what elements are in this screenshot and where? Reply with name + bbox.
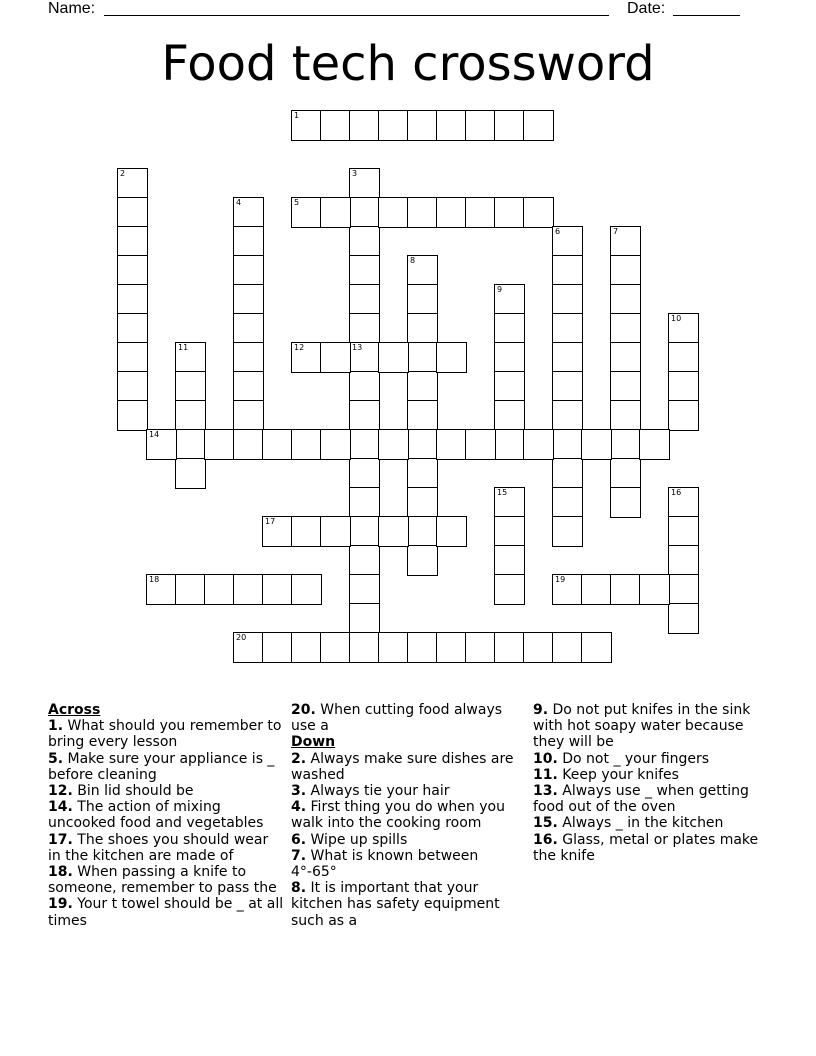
clue-item	[48, 896, 284, 928]
grid-cell[interactable]	[407, 487, 438, 518]
clue-number: 1	[294, 111, 300, 120]
name-label: Name:	[48, 0, 96, 17]
grid-cell[interactable]	[494, 342, 525, 373]
grid-cell[interactable]	[494, 545, 525, 576]
grid-cell[interactable]	[436, 429, 467, 460]
grid-cell[interactable]	[117, 371, 148, 402]
clue-item-number: 18.	[48, 864, 73, 881]
grid-cell[interactable]	[610, 342, 641, 373]
grid-cell[interactable]	[349, 371, 380, 402]
grid-cell[interactable]	[349, 516, 380, 547]
clue-number: 15	[497, 488, 508, 497]
grid-cell[interactable]	[581, 574, 612, 605]
grid-cell[interactable]	[233, 226, 264, 257]
clue-number: 6	[555, 227, 561, 236]
page-title: Food tech crossword	[161, 36, 655, 92]
grid-cell[interactable]	[233, 632, 264, 663]
grid-cell[interactable]	[291, 197, 322, 228]
clue-item-text: Always use _ when getting food out of the oven	[533, 783, 749, 816]
grid-cell[interactable]	[523, 197, 554, 228]
grid-cell[interactable]	[175, 574, 206, 605]
clue-number: 12	[294, 343, 305, 352]
date-label: Date:	[627, 0, 666, 17]
grid-cell[interactable]	[552, 255, 583, 286]
clue-item-text: When cutting food always use a	[291, 702, 503, 735]
clue-number: 19	[555, 575, 566, 584]
grid-cell[interactable]	[610, 429, 641, 460]
clue-item-number: 13.	[533, 783, 558, 800]
clues-column-2	[291, 702, 523, 929]
grid-cell[interactable]	[233, 284, 264, 315]
clue-number: 8	[410, 256, 416, 265]
grid-cell[interactable]	[610, 487, 641, 518]
clue-item-text: The shoes you should wear in the kitchen are made of	[48, 831, 269, 864]
clue-number: 9	[497, 285, 503, 294]
clue-item-number: 10.	[533, 750, 558, 767]
grid-cell[interactable]	[233, 313, 264, 344]
clue-item-number: 9.	[533, 702, 549, 718]
grid-cell[interactable]	[610, 371, 641, 402]
grid-cell[interactable]	[262, 574, 293, 605]
grid-cell[interactable]	[407, 632, 438, 663]
grid-cell[interactable]	[117, 255, 148, 286]
grid-cell[interactable]	[320, 110, 351, 141]
clue-item	[291, 799, 523, 831]
grid-cell[interactable]	[552, 632, 583, 663]
grid-cell[interactable]	[668, 313, 699, 344]
grid-cell[interactable]	[465, 197, 496, 228]
clue-item	[291, 751, 523, 783]
grid-cell[interactable]	[581, 429, 612, 460]
grid-cell[interactable]	[349, 603, 380, 634]
clue-item-text: Do not put knifes in the sink with hot soapy water because they will be	[533, 702, 751, 751]
grid-cell[interactable]	[291, 574, 322, 605]
clue-item-text: Wipe up spills	[310, 831, 408, 848]
grid-cell[interactable]	[668, 371, 699, 402]
clue-number: 17	[265, 517, 276, 526]
grid-cell[interactable]	[552, 574, 583, 605]
clue-item	[48, 718, 284, 750]
grid-cell[interactable]	[407, 342, 438, 373]
name-field[interactable]	[104, 15, 609, 16]
clue-item-text: It is important that your kitchen has safety equipment such as a	[291, 880, 500, 929]
grid-cell[interactable]	[349, 284, 380, 315]
grid-cell[interactable]	[494, 516, 525, 547]
grid-cell[interactable]	[320, 342, 351, 373]
grid-cell[interactable]	[378, 197, 409, 228]
grid-cell[interactable]	[668, 400, 699, 431]
grid-cell[interactable]	[407, 458, 438, 489]
grid-cell[interactable]	[320, 632, 351, 663]
grid-cell[interactable]	[494, 487, 525, 518]
grid-cell[interactable]	[407, 400, 438, 431]
grid-cell[interactable]	[320, 429, 351, 460]
grid-cell[interactable]	[378, 632, 409, 663]
grid-cell[interactable]	[349, 226, 380, 257]
grid-cell[interactable]	[349, 574, 380, 605]
grid-cell[interactable]	[233, 342, 264, 373]
grid-cell[interactable]	[320, 516, 351, 547]
grid-cell[interactable]	[407, 545, 438, 576]
clue-item-number: 20.	[291, 702, 316, 718]
clue-item-number: 2.	[291, 750, 307, 767]
grid-cell[interactable]	[552, 226, 583, 257]
grid-cell[interactable]	[407, 255, 438, 286]
clue-item	[533, 815, 769, 831]
clue-item-number: 19.	[48, 896, 73, 913]
grid-cell[interactable]	[349, 458, 380, 489]
grid-cell[interactable]	[610, 574, 641, 605]
grid-cell[interactable]	[349, 400, 380, 431]
grid-cell[interactable]	[117, 168, 148, 199]
grid-cell[interactable]	[204, 429, 235, 460]
grid-cell[interactable]	[349, 255, 380, 286]
grid-cell[interactable]	[175, 342, 206, 373]
clue-item	[48, 751, 284, 783]
grid-cell[interactable]	[552, 516, 583, 547]
clue-number: 13	[352, 343, 363, 352]
clue-item	[291, 702, 523, 734]
grid-cell[interactable]	[407, 313, 438, 344]
clue-item-text: Always make sure dishes are washed	[291, 750, 514, 783]
grid-cell[interactable]	[175, 429, 206, 460]
clue-item-text: Do not _ your fingers	[562, 750, 710, 767]
clue-item-number: 6.	[291, 831, 307, 848]
grid-cell[interactable]	[610, 458, 641, 489]
clue-item-text: Your t towel should be _ at all times	[48, 896, 284, 929]
clue-item-number: 1.	[48, 718, 64, 735]
grid-cell[interactable]	[117, 400, 148, 431]
grid-cell[interactable]	[291, 516, 322, 547]
across-heading: Across	[48, 702, 101, 718]
clue-number: 20	[236, 633, 247, 642]
clue-number: 14	[149, 430, 160, 439]
grid-cell[interactable]	[494, 313, 525, 344]
grid-cell[interactable]	[291, 429, 322, 460]
grid-cell[interactable]	[523, 632, 554, 663]
clue-item	[533, 832, 769, 864]
grid-cell[interactable]	[117, 197, 148, 228]
grid-cell[interactable]	[465, 632, 496, 663]
grid-cell[interactable]	[233, 400, 264, 431]
clue-number: 7	[613, 227, 619, 236]
clue-item-number: 8.	[291, 880, 307, 897]
grid-cell[interactable]	[233, 197, 264, 228]
grid-cell[interactable]	[639, 429, 670, 460]
grid-cell[interactable]	[407, 110, 438, 141]
grid-cell[interactable]	[204, 574, 235, 605]
grid-cell[interactable]	[610, 226, 641, 257]
clue-item-number: 16.	[533, 831, 558, 848]
grid-cell[interactable]	[233, 371, 264, 402]
grid-cell[interactable]	[349, 110, 380, 141]
grid-cell[interactable]	[146, 429, 177, 460]
grid-cell[interactable]	[494, 110, 525, 141]
grid-cell[interactable]	[494, 371, 525, 402]
grid-cell[interactable]	[407, 371, 438, 402]
clue-item	[533, 702, 769, 751]
grid-cell[interactable]	[494, 400, 525, 431]
clue-item	[291, 783, 523, 799]
grid-cell[interactable]	[494, 197, 525, 228]
down-heading: Down	[291, 734, 336, 751]
grid-cell[interactable]	[117, 284, 148, 315]
grid-cell[interactable]	[117, 342, 148, 373]
grid-cell[interactable]	[552, 342, 583, 373]
grid-cell[interactable]	[436, 632, 467, 663]
grid-cell[interactable]	[668, 516, 699, 547]
clue-item	[291, 848, 523, 880]
grid-cell[interactable]	[494, 429, 525, 460]
grid-cell[interactable]	[407, 284, 438, 315]
grid-cell[interactable]	[436, 516, 467, 547]
clue-item-text: Glass, metal or plates make the knife	[533, 831, 759, 864]
clue-item-number: 5.	[48, 750, 64, 767]
grid-cell[interactable]	[668, 545, 699, 576]
grid-cell[interactable]	[291, 632, 322, 663]
clue-item-text: Make sure your appliance is _ before cleaning	[48, 750, 275, 783]
grid-cell[interactable]	[465, 429, 496, 460]
grid-cell[interactable]	[436, 197, 467, 228]
grid-cell[interactable]	[552, 371, 583, 402]
grid-cell[interactable]	[552, 458, 583, 489]
grid-cell[interactable]	[349, 487, 380, 518]
grid-cell[interactable]	[465, 110, 496, 141]
clue-item-text: Always _ in the kitchen	[562, 815, 724, 832]
grid-cell[interactable]	[494, 574, 525, 605]
grid-cell[interactable]	[552, 400, 583, 431]
clue-item-number: 15.	[533, 815, 558, 832]
grid-cell[interactable]	[349, 342, 380, 373]
grid-cell[interactable]	[262, 632, 293, 663]
clue-number: 18	[149, 575, 160, 584]
clues-column-3	[533, 702, 769, 864]
grid-cell[interactable]	[378, 110, 409, 141]
grid-cell[interactable]	[552, 487, 583, 518]
grid-cell[interactable]	[668, 574, 699, 605]
clue-number: 16	[671, 488, 682, 497]
grid-cell[interactable]	[262, 516, 293, 547]
clue-number: 2	[120, 169, 126, 178]
grid-cell[interactable]	[233, 429, 264, 460]
grid-cell[interactable]	[523, 429, 554, 460]
clue-item	[533, 783, 769, 815]
clue-item-text: Bin lid should be	[77, 783, 194, 800]
grid-cell[interactable]	[523, 110, 554, 141]
clue-item	[48, 799, 284, 831]
clue-item-text: The action of mixing uncooked food and vegetables	[48, 799, 264, 832]
grid-cell[interactable]	[668, 603, 699, 634]
grid-cell[interactable]	[291, 110, 322, 141]
grid-cell[interactable]	[552, 284, 583, 315]
grid-cell[interactable]	[581, 632, 612, 663]
grid-cell[interactable]	[349, 545, 380, 576]
clue-item	[48, 832, 284, 864]
grid-cell[interactable]	[233, 574, 264, 605]
clue-number: 11	[178, 343, 189, 352]
clue-item-text: When passing a knife to someone, remember to pass the	[48, 864, 277, 897]
clue-item-number: 14.	[48, 799, 73, 816]
clue-number: 3	[352, 169, 358, 178]
grid-cell[interactable]	[349, 168, 380, 199]
grid-cell[interactable]	[610, 400, 641, 431]
grid-cell[interactable]	[175, 371, 206, 402]
grid-cell[interactable]	[552, 313, 583, 344]
grid-cell[interactable]	[668, 487, 699, 518]
grid-cell[interactable]	[262, 429, 293, 460]
clues-column-1	[48, 702, 284, 929]
grid-cell[interactable]	[668, 342, 699, 373]
grid-cell[interactable]	[639, 574, 670, 605]
grid-cell[interactable]	[407, 516, 438, 547]
grid-cell[interactable]	[117, 313, 148, 344]
grid-cell[interactable]	[610, 284, 641, 315]
header	[0, 0, 816, 22]
clue-number: 10	[671, 314, 682, 323]
grid-cell[interactable]	[407, 429, 438, 460]
clue-number: 4	[236, 198, 242, 207]
clue-item-text: Keep your knifes	[562, 766, 679, 783]
grid-cell[interactable]	[320, 197, 351, 228]
date-field[interactable]	[673, 15, 740, 16]
clue-item-number: 4.	[291, 799, 307, 816]
grid-cell[interactable]	[378, 516, 409, 547]
clue-item-number: 11.	[533, 766, 558, 783]
clue-item	[291, 880, 523, 929]
clue-item-text: What is known between 4°-65°	[291, 847, 479, 881]
clue-item-number: 17.	[48, 831, 73, 848]
grid-cell[interactable]	[291, 342, 322, 373]
clue-item-text: What should you remember to bring every lesson	[48, 718, 282, 751]
grid-cell[interactable]	[436, 342, 467, 373]
grid-cell[interactable]	[494, 632, 525, 663]
clue-item-text: First thing you do when you walk into the cooking room	[291, 799, 505, 832]
grid-cell[interactable]	[349, 313, 380, 344]
grid-cell[interactable]	[378, 429, 409, 460]
grid-cell[interactable]	[436, 110, 467, 141]
grid-cell[interactable]	[117, 226, 148, 257]
clue-number: 5	[294, 198, 300, 207]
clue-item-number: 12.	[48, 783, 73, 800]
clue-item-number: 3.	[291, 783, 307, 800]
grid-cell[interactable]	[378, 342, 409, 373]
grid-cell[interactable]	[407, 197, 438, 228]
grid-cell[interactable]	[610, 255, 641, 286]
clue-item-number: 7.	[291, 847, 307, 864]
grid-cell[interactable]	[349, 197, 380, 228]
grid-cell[interactable]	[175, 400, 206, 431]
grid-cell[interactable]	[146, 574, 177, 605]
grid-cell[interactable]	[494, 284, 525, 315]
clue-item	[291, 832, 523, 848]
grid-cell[interactable]	[233, 255, 264, 286]
clue-item	[48, 864, 284, 896]
clue-item	[48, 783, 284, 799]
grid-cell[interactable]	[175, 458, 206, 489]
grid-cell[interactable]	[349, 429, 380, 460]
grid-cell[interactable]	[349, 632, 380, 663]
grid-cell[interactable]	[610, 313, 641, 344]
clue-item	[533, 751, 769, 767]
grid-cell[interactable]	[552, 429, 583, 460]
clue-item-text: Always tie your hair	[310, 783, 450, 800]
clue-item	[533, 767, 769, 783]
